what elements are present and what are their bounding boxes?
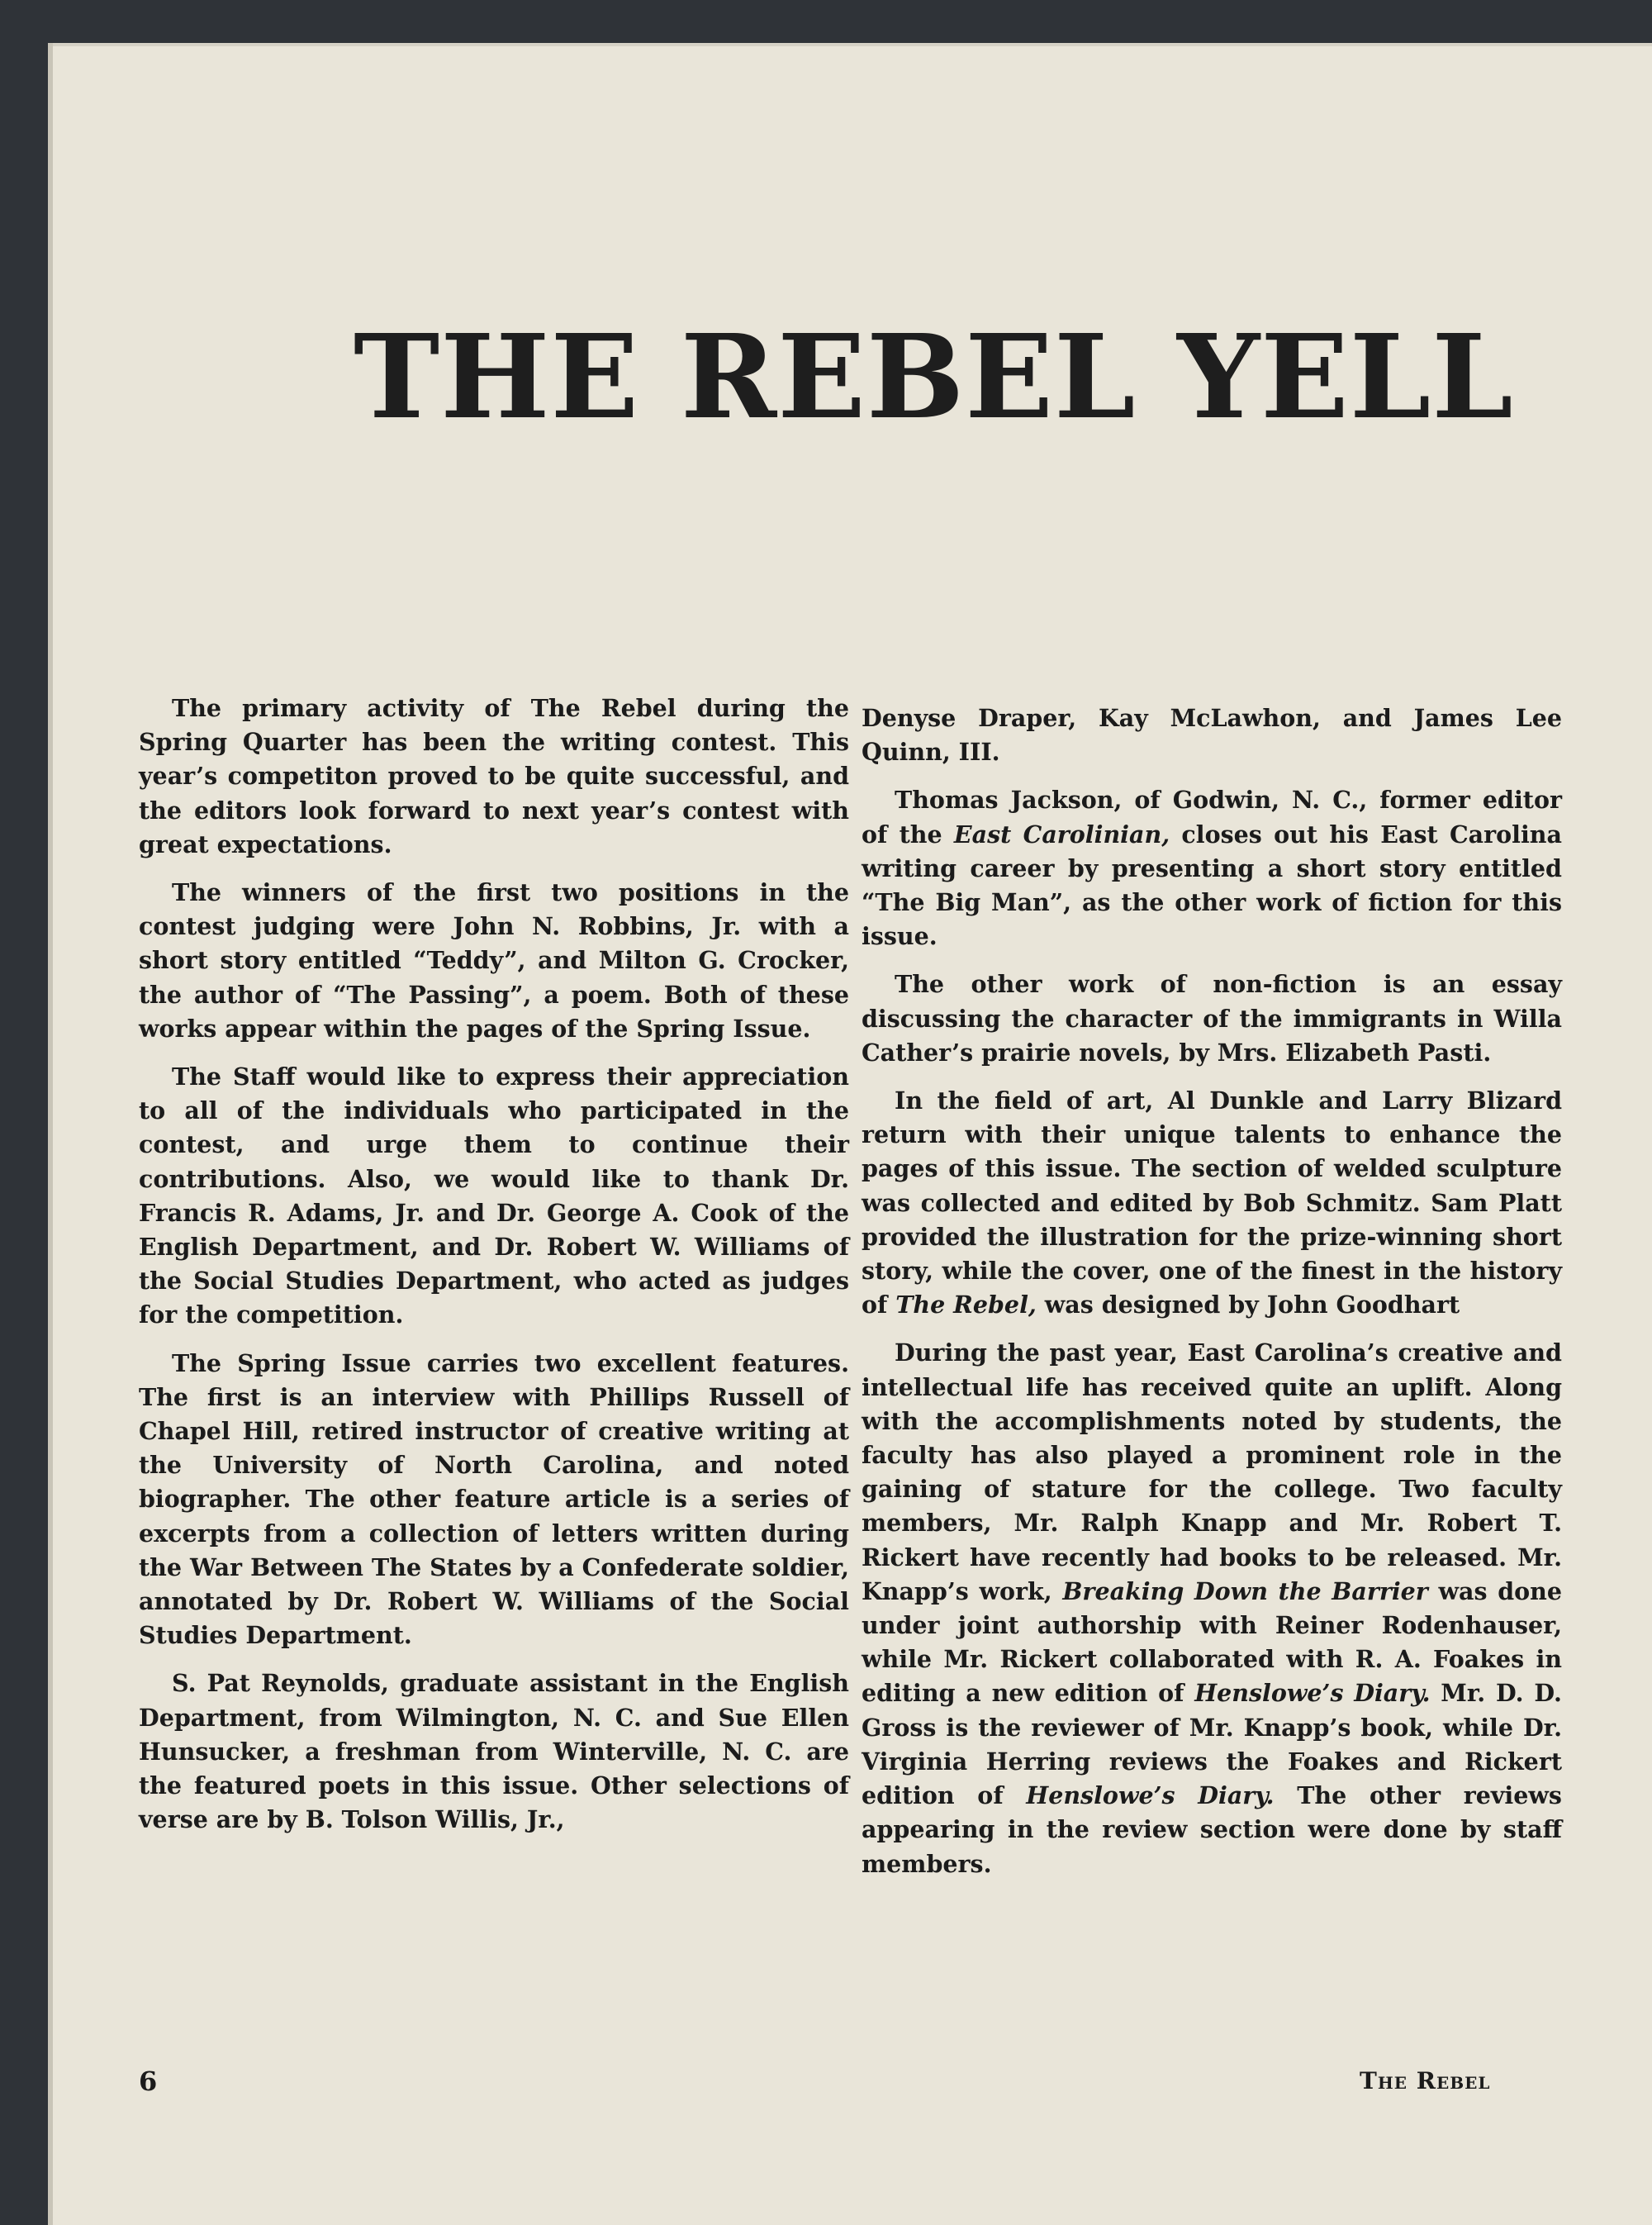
text-run: Thomas Jackson, of Godwin, N. C., former editor of the (862, 786, 1562, 849)
paragraph-writing-contest: The primary activity of The Rebel during the Spring Quarter has been the writing contest. This year’s competiton proved to be quite successful, and the editors look forward to next year’s contest with great expectations. (139, 694, 849, 858)
right-column (862, 701, 1562, 1895)
paragraph-art (862, 1084, 1562, 1322)
page-number: 6 (139, 2066, 158, 2097)
paragraph-faculty (862, 1336, 1562, 1880)
magazine-name: The Rebel (1360, 2067, 1491, 2094)
left-column (139, 692, 849, 1852)
paragraph-features: The Spring Issue carries two excellent features. The first is an interview with Phillips Russell of Chapel Hill, retired instructor of creative writing at the University of North Carolina, and noted biographer. The other feature article is a series of excerpts from a collection of letters written during the War Between The States by a Confederate soldier, annotated by Dr. Robert W. Williams of the Social Studies Department. (139, 1348, 849, 1650)
text-run: closes out his East Carolina writing career by presenting a short story entitled “The Big Man”, as the other work of fiction for this issue. (862, 820, 1562, 951)
paragraph-staff-thanks: The Staff would like to express their appreciation to all of the individuals who participated in the contest, and urge them to continue their contributions. Also, we would like to thank Dr. Francis R. Adams, Jr. and Dr. George A. Cook of the English Department, and Dr. Robert W. Williams of the Social Studies Department, who acted as judges for the competition. (139, 1063, 849, 1329)
text-run: The other reviews appearing in the review section were done by staff members. (862, 1781, 1562, 1878)
page-title: THE REBEL YELL (354, 310, 1514, 445)
paragraph-non-fiction: The other work of non-fiction is an essay discussing the character of the immigrants in Willa Cather’s prairie novels, by Mrs. Elizabeth Pasti. (862, 970, 1562, 1067)
magazine-page (48, 43, 1652, 2225)
paragraph-poets: S. Pat Reynolds, graduate assistant in the English Department, from Wilmington, N. C. and Sue Ellen Hunsucker, a freshman from Winterville, N. C. are the featured poets in this issue. Other selections of verse are by B. Tolson Willis, Jr., (139, 1669, 849, 1834)
italic-title: Breaking Down the Barrier (1062, 1576, 1428, 1605)
italic-title: East Carolinian, (953, 820, 1170, 849)
paragraph-poets-continued: Denyse Draper, Kay McLawhon, and James Lee Quinn, III. (862, 704, 1562, 767)
italic-title: Henslowe’s Diary. (1194, 1679, 1431, 1708)
italic-title: Henslowe’s Diary. (1026, 1781, 1275, 1810)
text-run: was done under joint authorship with Reiner Rodenhauser, while Mr. Rickert collaborated with R. A. Foakes in editing a new edition of (862, 1576, 1562, 1708)
paragraph-contest-winners: The winners of the first two positions in the contest judging were John N. Robbins, Jr. with a short story entitled “Teddy”, and Milton G. Crocker, the author of “The Passing”, a poem. Both of these works appear within the pages of the Spring Issue. (139, 878, 849, 1043)
paragraph-fiction (862, 783, 1562, 953)
text-run: During the past year, East Carolina’s creative and intellectual life has received quite an uplift. Along with the accomplishments noted by students, the faculty has also played a prominent role in the gaining of stature for the college. Two faculty members, Mr. Ralph Knapp and Mr. Robert T. Rickert have recently had books to be released. Mr. Knapp’s work, (862, 1338, 1562, 1605)
text-run: was designed by John Goodhart (1036, 1291, 1460, 1319)
text-run: Mr. D. D. Gross is the reviewer of Mr. Knapp’s book, while Dr. Virginia Herring reviews the Foakes and Rickert edition of (862, 1679, 1562, 1810)
text-run: In the field of art, Al Dunkle and Larry Blizard return with their unique talents to enhance the pages of this issue. The section of welded sculpture was collected and edited by Bob Schmitz. Sam Platt provided the illustration for the prize-winning short story, while the cover, one of the finest in the history of (862, 1086, 1562, 1319)
italic-title: The Rebel, (895, 1291, 1037, 1319)
